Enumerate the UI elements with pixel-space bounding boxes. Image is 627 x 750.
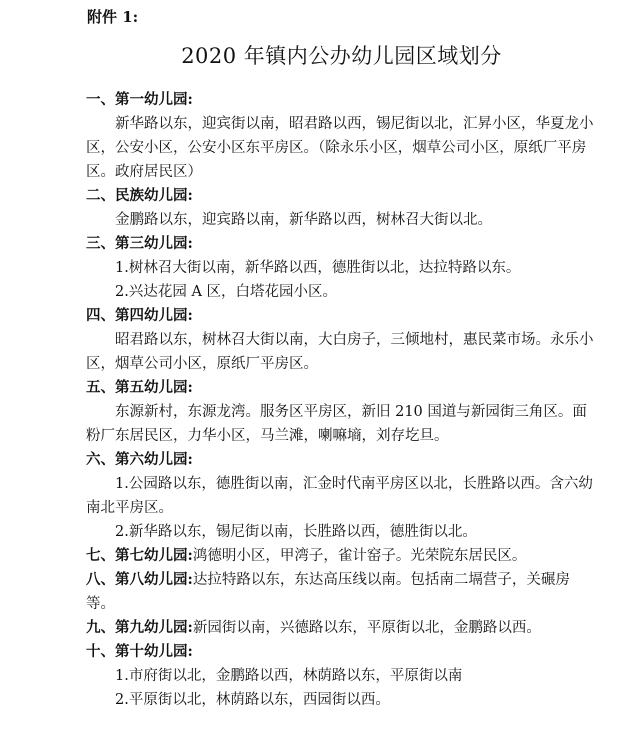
attachment-label: 附件 1: [87,8,139,26]
section-2 [86,184,597,232]
section-heading: 五、第五幼儿园: [86,379,193,396]
section-paragraph: 2.新华路以东，锡尼街以南，长胜路以西，德胜街以北。 [115,524,477,540]
section-10 [86,640,597,712]
section-paragraph: 1.树林召大街以南，新华路以西，德胜街以北，达拉特路以东。 [115,260,521,276]
section-heading: 一、第一幼儿园: [86,91,193,108]
section-1 [86,88,597,184]
section-4 [86,304,597,376]
section-paragraph: 2.平原街以北，林荫路以东，西园街以西。 [115,692,390,708]
section-heading: 三、第三幼儿园: [86,235,193,252]
section-heading: 八、第八幼儿园: [86,571,193,588]
section-9 [86,616,597,640]
section-5 [86,376,597,448]
section-7 [86,544,597,568]
section-heading: 六、第六幼儿园: [86,451,193,468]
section-paragraph: 2.兴达花园 A 区，白塔花园小区。 [115,284,338,300]
section-8 [86,568,597,616]
section-heading: 二、民族幼儿园: [86,187,193,204]
page-title: 2020 年镇内公办幼儿园区域划分 [181,44,502,68]
section-paragraph: 1.公园路以东，德胜街以南，汇金时代南平房区以北，长胜路以西。含六幼南北平房区。 [86,476,593,516]
section-3 [86,232,597,304]
section-inline-text: 鸿德明小区，甲湾子，雀计窑子。光荣院东居民区。 [192,548,527,564]
section-inline-text: 新园街以南，兴德路以东，平原街以北，金鹏路以西。 [192,620,541,636]
section-paragraph: 昭君路以东，树林召大街以南，大白房子，三倾地村，惠民菜市场。永乐小区，烟草公司小区，原纸厂平房区。 [86,332,594,372]
section-6 [86,448,597,544]
section-heading: 四、第四幼儿园: [86,307,193,324]
section-paragraph: 1.市府街以北，金鹏路以西，林荫路以东，平原街以南 [115,668,463,684]
section-heading: 七、第七幼儿园: [86,547,193,564]
section-inline-text: 达拉特路以东，东达高压线以南。包括南二塥营子，关碾房等。 [86,572,570,612]
section-heading: 九、第九幼儿园: [86,619,193,636]
section-heading: 十、第十幼儿园: [86,643,193,660]
section-paragraph: 新华路以东，迎宾街以南，昭君路以西，锡尼街以北，汇昇小区，华夏龙小区，公安小区，公安小区东平房区。（除永乐小区，烟草公司小区，原纸厂平房区。政府居民区） [86,116,594,180]
section-paragraph: 金鹏路以东，迎宾路以南，新华路以西，树林召大街以北。 [115,212,492,228]
section-paragraph: 东源新村，东源龙湾。服务区平房区，新旧 210 国道与新园街三角区。面粉厂东居民区，力华小区，马兰滩，喇嘛墒，刘存圪旦。 [86,404,587,444]
